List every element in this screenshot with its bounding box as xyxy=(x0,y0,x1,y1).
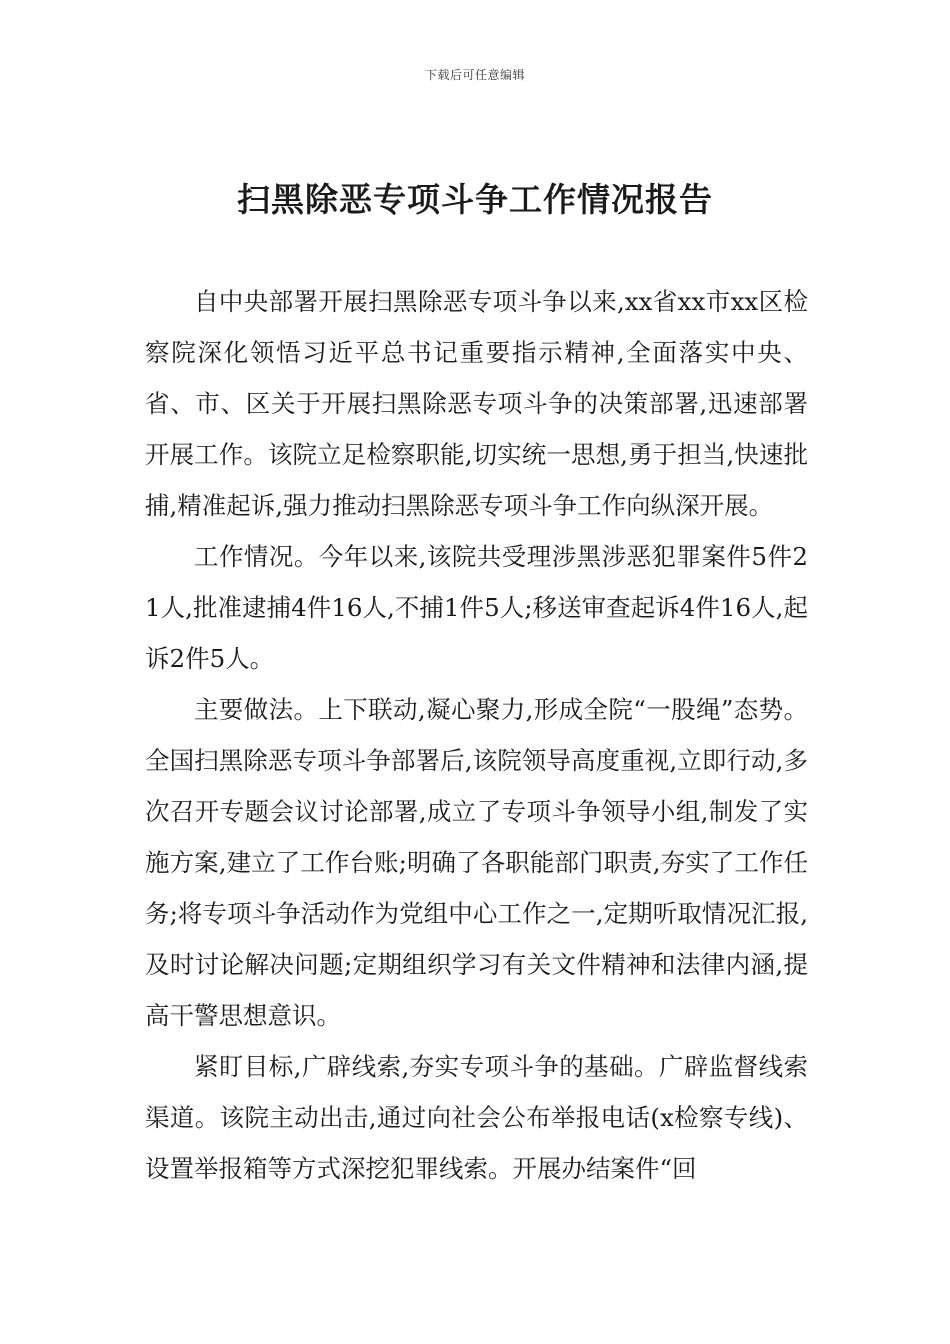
paragraph-work-status: 工作情况。今年以来,该院共受理涉黑涉恶犯罪案件5件21人,批准逮捕4件16人,不捕1件5人;移送审查起诉4件16人,起诉2件5人。 xyxy=(145,542,808,673)
header-note: 下载后可任意编辑 xyxy=(424,68,525,82)
paragraph-targets-clues: 紧盯目标,广辟线索,夯实专项斗争的基础。广辟监督线索渠道。该院主动出击,通过向社会公布举报电话(x检察专线)、设置举报箱等方式深挖犯罪线索。开展办结案件“回 xyxy=(145,1052,808,1183)
document-body xyxy=(145,276,808,1194)
paragraph-main-practices: 主要做法。上下联动,凝心聚力,形成全院“一股绳”态势。全国扫黑除恶专项斗争部署后,该院领导高度重视,立即行动,多次召开专题会议讨论部署,成立了专项斗争领导小组,制发了实施方案,建立了工作台账;明确了各职能部门职责,夯实了工作任务;将专项斗争活动作为党组中心工作之一,定期听取情况汇报,及时讨论解决问题;定期组织学习有关文件精神和法律内涵,提高干警思想意识。 xyxy=(145,695,808,1030)
document-title: 扫黑除恶专项斗争工作情况报告 xyxy=(237,180,713,219)
paragraph-intro: 自中央部署开展扫黑除恶专项斗争以来,xx省xx市xx区检察院深化领悟习近平总书记重要指示精神,全面落实中央、省、市、区关于开展扫黑除恶专项斗争的决策部署,迅速部署开展工作。该院立足检察职能,切实统一思想,勇于担当,快速批捕,精准起诉,强力推动扫黑除恶专项斗争工作向纵深开展。 xyxy=(145,287,808,520)
